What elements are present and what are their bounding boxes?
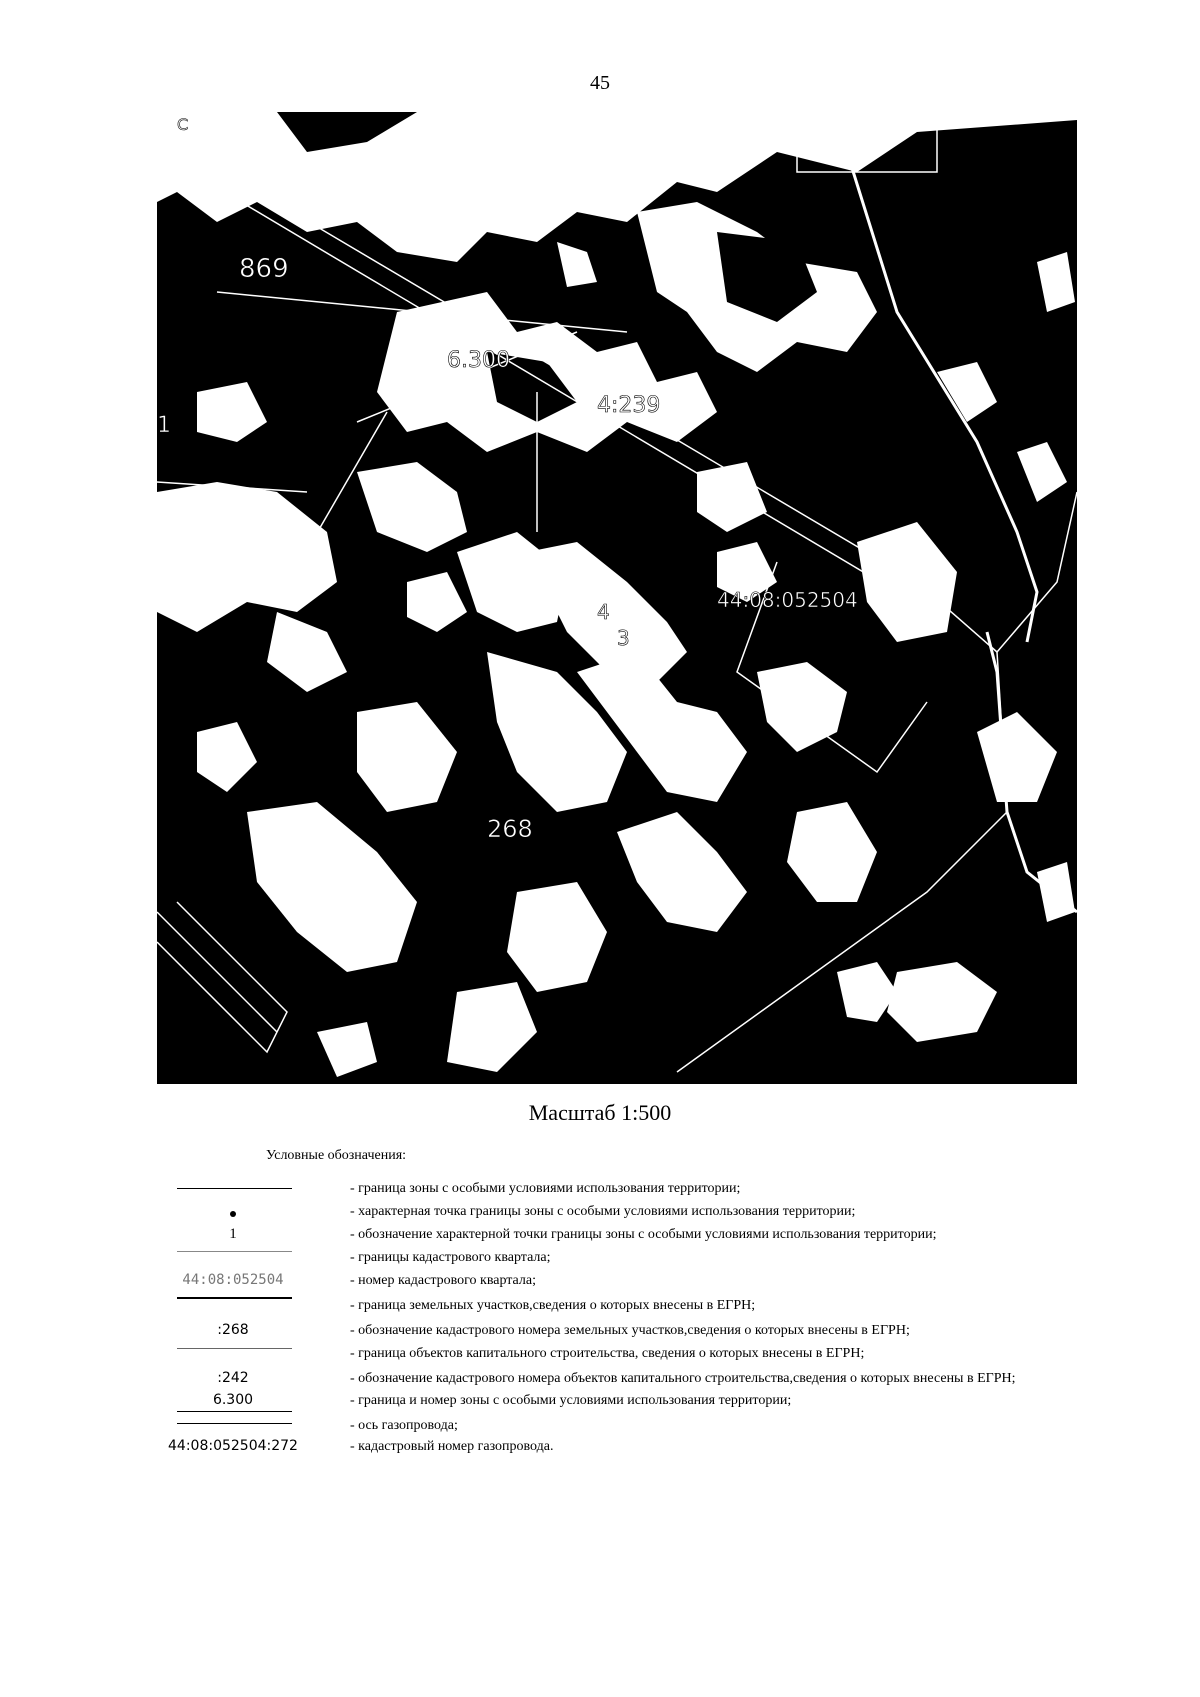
legend-symbol-pipeline-line — [150, 1417, 300, 1439]
map-label-c: C — [177, 115, 189, 134]
legend-row-quarter-number — [150, 1272, 1150, 1294]
legend-text: - граница зоны с особыми условиями использования территории; — [350, 1181, 741, 1196]
legend-text: - граница объектов капитального строительства, сведения о которых внесены в ЕГРН; — [350, 1346, 865, 1361]
legend-text: - ось газопровода; — [350, 1418, 458, 1433]
legend-text: - номер кадастрового квартала; — [350, 1273, 536, 1288]
legend-row-building-number — [150, 1370, 1150, 1392]
legend-symbol-point-dot — [150, 1203, 300, 1225]
legend-row-zone-boundary — [150, 1180, 1150, 1202]
map-label-quarter: 44:08:052504 — [717, 588, 858, 612]
map-label-268: 268 — [487, 815, 533, 843]
legend-row-zone-point — [150, 1203, 1150, 1225]
map-label-4: 4 — [597, 600, 610, 624]
map-label-zone: 6.300 — [447, 348, 510, 373]
legend-text: - обозначение кадастрового номера объектов капитального строительства,сведения о которых внесены в ЕГРН; — [350, 1371, 1016, 1386]
legend-symbol-parcel-number: :268 — [217, 1322, 249, 1338]
legend-symbol-zone-line — [150, 1180, 300, 1202]
legend-symbol-building-line — [150, 1345, 300, 1367]
legend-row-pipeline-axis — [150, 1417, 1150, 1439]
legend-symbol-quarter-line — [150, 1249, 300, 1271]
legend-row-building-boundary — [150, 1345, 1150, 1367]
legend-text: - кадастровый номер газопровода. — [350, 1439, 554, 1454]
legend-row-zone-number — [150, 1392, 1150, 1414]
legend-row-point-label — [150, 1226, 1150, 1248]
legend-symbol-point-number: 1 — [229, 1226, 237, 1242]
scale-caption: Масштаб 1:500 — [528, 1100, 672, 1125]
page-number: 45 — [590, 72, 610, 94]
cadastral-map — [157, 112, 1077, 1084]
map-label-869: 869 — [239, 254, 289, 284]
legend-text: - характерная точка границы зоны с особыми условиями использования территории; — [350, 1204, 856, 1219]
map-label-point-1: 1 — [157, 413, 171, 438]
legend-row-pipeline-number — [150, 1438, 1150, 1460]
legend-symbol-zone-number: 6.300 — [150, 1392, 300, 1414]
legend-text: - обозначение кадастрового номера земельных участков,сведения о которых внесены в ЕГРН; — [350, 1323, 910, 1338]
legend-symbol-pipeline-number: 44:08:052504:272 — [168, 1438, 298, 1454]
map-label-239: 4:239 — [597, 393, 661, 418]
aerial-map-image — [157, 112, 1077, 1084]
legend-title: Условные обозначения: — [266, 1148, 407, 1163]
legend-text: - граница земельных участков,сведения о которых внесены в ЕГРН; — [350, 1298, 756, 1313]
legend-row-parcel-boundary — [150, 1297, 1150, 1319]
legend-symbol-building-number: :242 — [217, 1370, 249, 1386]
legend-row-parcel-number — [150, 1322, 1150, 1344]
legend-text: - обозначение характерной точки границы зоны с особыми условиями использования территории; — [350, 1227, 937, 1242]
legend-text: - границы кадастрового квартала; — [350, 1250, 551, 1265]
legend-row-quarter-boundary — [150, 1249, 1150, 1271]
map-label-3: 3 — [617, 626, 630, 650]
legend-text: - граница и номер зоны с особыми условиями использования территории; — [350, 1393, 792, 1408]
legend-symbol-quarter-number: 44:08:052504 — [182, 1272, 284, 1288]
legend-symbol-parcel-line — [150, 1297, 300, 1319]
